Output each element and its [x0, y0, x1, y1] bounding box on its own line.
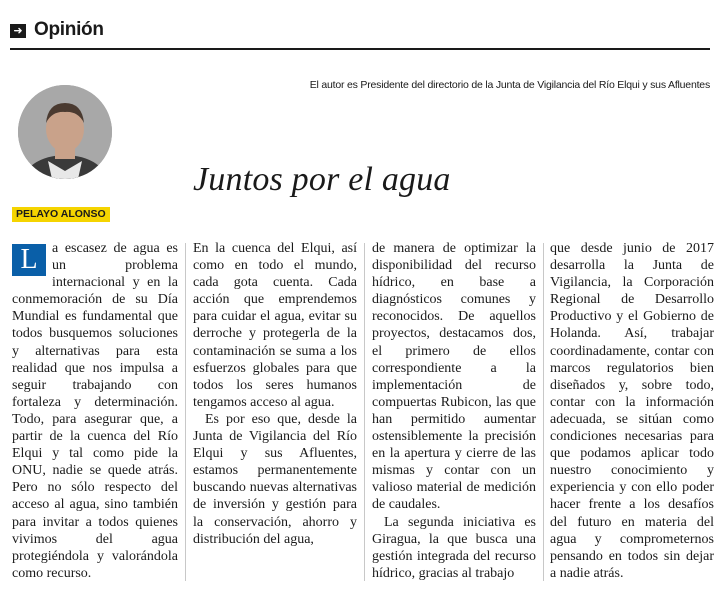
paragraph: a escasez de agua es un problema internacional y en la conmemoración de su Día Mundial es fundamental que todos busquemos soluciones y alternativas para esta realidad que nos impulsa a seguir trabajando con fortaleza y determinación. Todo, para asegurar que, a partir de la cuenca del Río Elqui y tal como pide la ONU, nadie se quede atrás. Pero no sólo respecto del acceso al agua, sino también para invitar a todos quienes vivimos del agua protegiéndola y valorándola como recurso. — [12, 241, 178, 581]
article-column-3 — [372, 240, 536, 582]
headline: Juntos por el agua — [193, 161, 451, 198]
paragraph: que desde junio de 2017 desarrolla la Junta de Vigilancia, la Corporación Regional de Desarrollo Productivo y el Gobierno de Holanda. Así, trabajar coordinadamente, contar con marcos regulatorios bien diseñados y, sobre todo, contar con la información adecuada, se sitúan como condiciones necesarias para que podamos aplicar todo nuestro conocimiento y experiencia y con ello poder hacer frente a los desafíos del futuro en materia del agua y comprometernos pensando en todos sin dejar a nadie atrás. — [550, 241, 714, 581]
author-byline: PELAYO ALONSO — [12, 207, 110, 222]
header-rule — [10, 48, 710, 50]
section-header — [10, 8, 710, 48]
paragraph: Es por eso que, desde la Junta de Vigilancia del Río Elqui y sus Afluentes, estamos permanentemente buscando nuevas alternativas de inversión y gestión para la conservación, ahorro y distribución del agua, — [193, 411, 357, 547]
arrow-right-icon: ➜ — [10, 24, 26, 38]
author-photo — [18, 85, 112, 179]
article-column-1 — [12, 240, 178, 582]
drop-cap: L — [12, 244, 46, 276]
column-divider — [364, 243, 365, 581]
column-divider — [543, 243, 544, 581]
column-divider — [185, 243, 186, 581]
paragraph: de manera de optimizar la disponibilidad del recurso hídrico, en base a diagnósticos comunes y reconocidos. De aquellos proyectos, destacamos dos, el primero de ellos correspondiente a la implementación de compuertas Rubicon, las que han permitido aumentar ostensiblemente la precisión en la apertura y cierre de las mismas y contar con un valioso material de medición de caudales. — [372, 241, 536, 513]
author-portrait-image — [18, 85, 112, 179]
paragraph: En la cuenca del Elqui, así como en todo el mundo, cada gota cuenta. Cada acción que emprendemos para cuidar el agua, evitar su derroche y protegerla de la contaminación se suma a los esfuerzos globales para que todos los seres humanos tengamos acceso al agua. — [193, 241, 357, 410]
section-label: Opinión — [34, 19, 104, 40]
author-note: El autor es Presidente del directorio de la Junta de Vigilancia del Río Elqui y sus Afluentes — [309, 79, 710, 91]
paragraph: La segunda iniciativa es Giragua, la que busca una gestión integrada del recurso hídrico, gracias al trabajo — [372, 514, 536, 581]
article-column-2 — [193, 240, 357, 548]
article-column-4 — [550, 240, 714, 582]
